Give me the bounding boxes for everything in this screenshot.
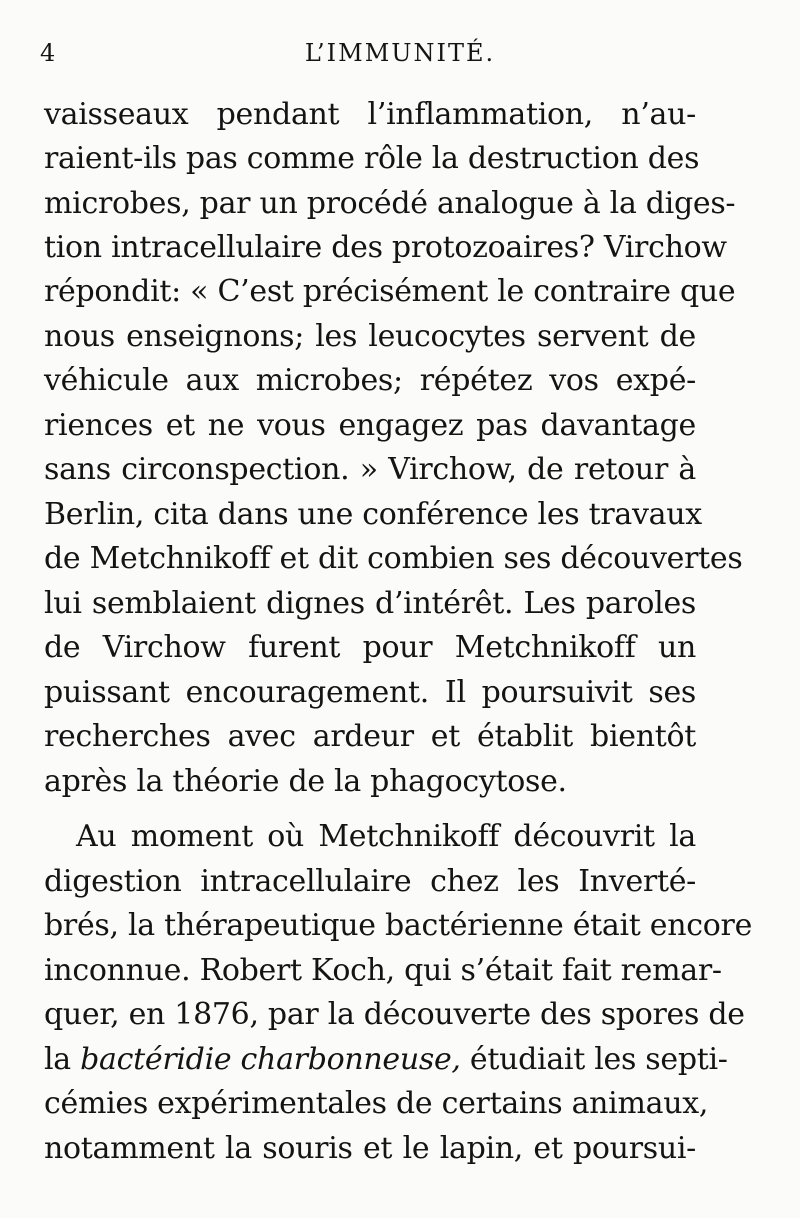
text-line: recherches avec ardeur et établit bientôt	[44, 719, 696, 754]
text-line: vaisseaux pendant l’inflammation, n’au-	[44, 97, 696, 132]
text-line: microbes, par un procédé analogue à la diges-	[44, 186, 736, 221]
text-line: de Metchnikoff et dit combien ses découvertes	[44, 541, 743, 576]
text-line: Berlin, cita dans une conférence les travaux	[44, 497, 702, 532]
page-number: 4	[40, 39, 56, 67]
text-line: puissant encouragement. Il poursuivit ses	[44, 675, 696, 710]
text-line: quer, en 1876, par la découverte des spores de	[44, 997, 745, 1032]
text-line: de Virchow furent pour Metchnikoff un	[44, 630, 696, 665]
text-line	[44, 1038, 728, 1082]
text-line: répondit: « C’est précisément le contraire que	[44, 274, 736, 309]
text-line: sans circonspection. » Virchow, de retour à	[44, 452, 696, 487]
line-suffix: étudiait les septi-	[460, 1042, 728, 1077]
text-line: raient-ils pas comme rôle la destruction des	[44, 141, 700, 176]
text-line: riences et ne vous engagez pas davantage	[44, 408, 696, 443]
text-line: après la théorie de la phagocytose.	[44, 764, 567, 799]
text-line: digestion intracellulaire chez les Inverté-	[44, 864, 696, 899]
text-line: cémies expérimentales de certains animaux,	[44, 1086, 709, 1121]
text-line: notamment la souris et le lapin, et poursui-	[44, 1131, 696, 1166]
text-line: nous enseignons; les leucocytes servent de	[44, 319, 696, 354]
text-line: inconnue. Robert Koch, qui s’était fait remar-	[44, 953, 722, 988]
line-prefix: la	[44, 1042, 81, 1077]
text-line: tion intracellulaire des protozoaires? Virchow	[44, 230, 727, 265]
text-line: lui semblaient dignes d’intérêt. Les paroles	[44, 586, 696, 621]
italic-term: bactéridie charbonneuse,	[80, 1042, 461, 1077]
running-title: L’IMMUNITÉ.	[304, 39, 496, 67]
text-line: véhicule aux microbes; répétez vos expé-	[44, 363, 696, 398]
paragraph-first-line: Au moment où Metchnikoff découvrit la	[76, 819, 696, 854]
text-line: brés, la thérapeutique bactérienne était encore	[44, 908, 753, 943]
